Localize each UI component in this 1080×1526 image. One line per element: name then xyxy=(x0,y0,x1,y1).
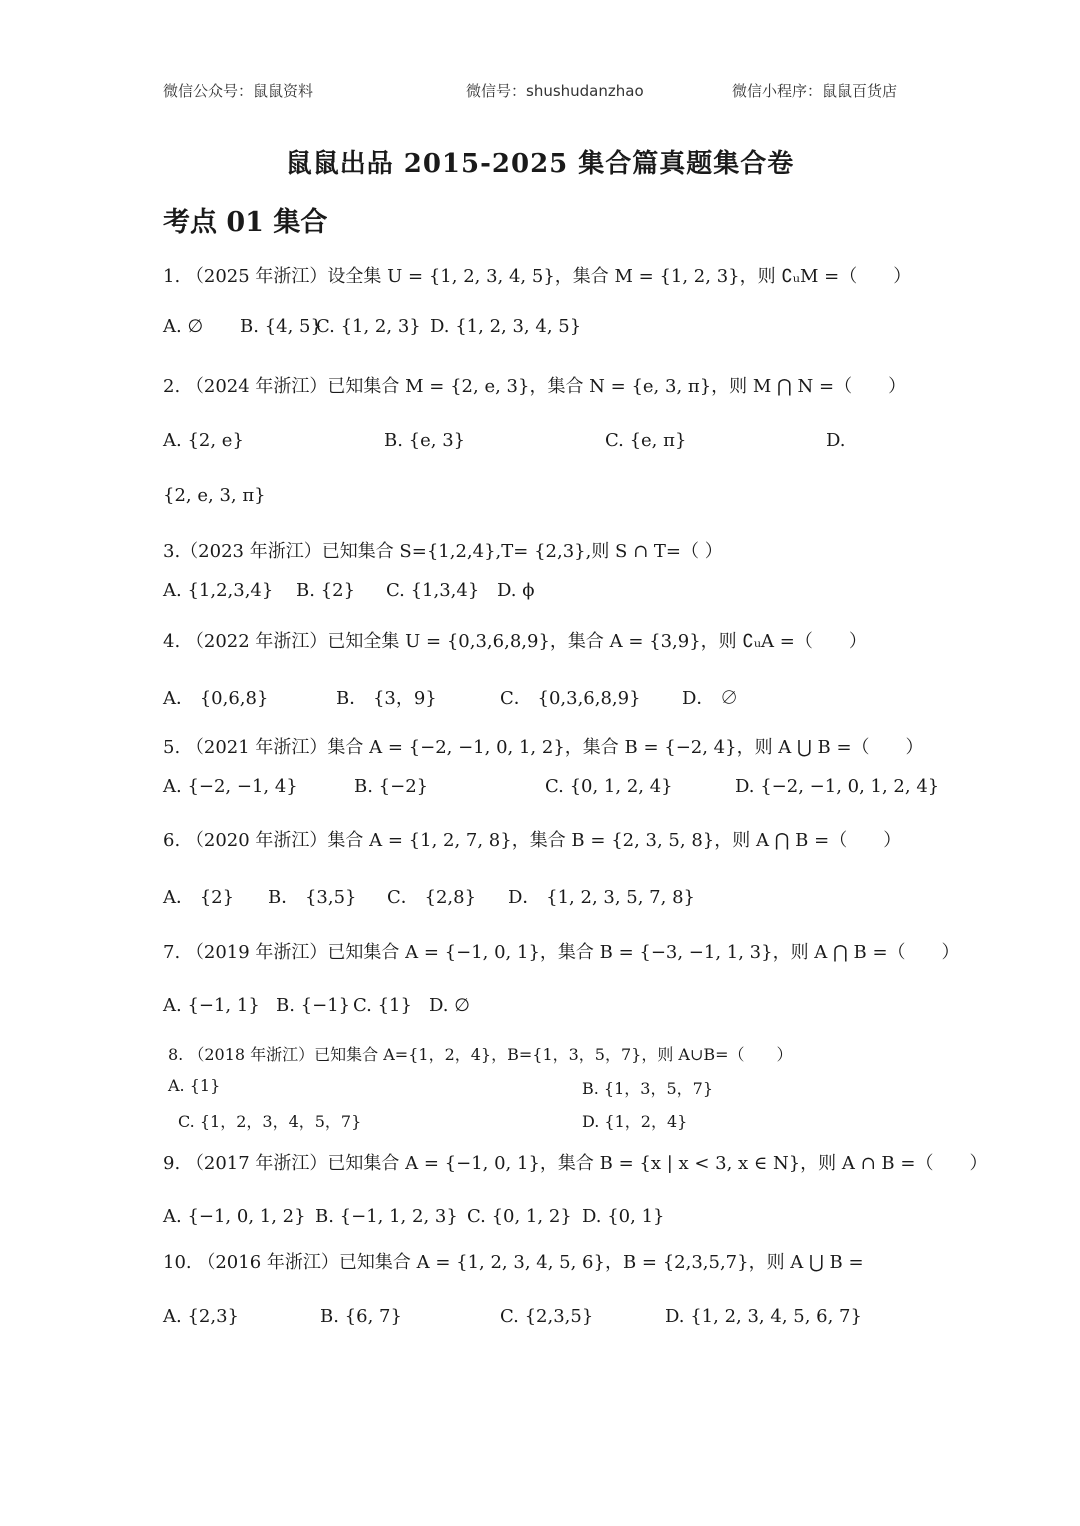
question-8-option-c: C. {1，2，3，4，5，7} xyxy=(178,1112,362,1131)
question-2-option-c: C. {e, π} xyxy=(605,430,687,451)
question-2-option-d: D. xyxy=(826,430,846,451)
question-6-option-d: D． {1, 2, 3, 5, 7, 8} xyxy=(508,887,695,908)
question-5-option-d: D. {−2, −1, 0, 1, 2, 4} xyxy=(735,776,940,797)
question-5-option-c: C. {0, 1, 2, 4} xyxy=(545,776,673,797)
question-3-stem: 3.（2023 年浙江）已知集合 S={1,2,4},T= {2,3},则 S ∩ T=（ ） xyxy=(163,541,723,562)
question-4-option-d: D． ∅ xyxy=(682,688,739,709)
question-2-stem: 2. （2024 年浙江）已知集合 M = {2, e, 3}，集合 N = {e, 3, π}，则 M ⋂ N =（ ） xyxy=(163,376,907,397)
question-8-stem: 8. （2018 年浙江）已知集合 A={1，2，4}，B={1，3，5，7}，则 A∪B=（ ） xyxy=(168,1045,793,1064)
question-4-option-b: B． {3，9} xyxy=(336,688,437,709)
question-9-option-b: B. {−1, 1, 2, 3} xyxy=(315,1206,458,1227)
question-2-option-d-value: {2, e, 3, π} xyxy=(163,485,266,506)
header-left: 微信公众号：鼠鼠资料 xyxy=(163,82,314,100)
question-3-option-a: A. {1,2,3,4} xyxy=(163,580,274,601)
question-1-option-c: C. {1, 2, 3} xyxy=(316,316,421,337)
question-5-option-b: B. {−2} xyxy=(354,776,429,797)
question-1-option-b: B. {4, 5} xyxy=(240,316,322,337)
question-1-stem: 1. （2025 年浙江）设全集 U = {1, 2, 3, 4, 5}，集合 M = {1, 2, 3}，则 ∁ᵤM =（ ） xyxy=(163,266,912,287)
question-8-option-d: D. {1，2，4} xyxy=(582,1112,688,1131)
header-center: 微信号：shushudanzhao xyxy=(466,82,644,100)
question-6-option-a: A． {2} xyxy=(163,887,235,908)
question-1-option-d: D. {1, 2, 3, 4, 5} xyxy=(430,316,582,337)
question-6-option-c: C． {2,8} xyxy=(387,887,477,908)
page-title: 鼠鼠出品 2015-2025 集合篇真题集合卷 xyxy=(285,149,795,179)
question-8-option-a: A. {1} xyxy=(168,1076,221,1095)
question-8-option-b: B. {1，3，5，7} xyxy=(582,1079,714,1098)
question-9-option-d: D. {0, 1} xyxy=(582,1206,665,1227)
question-7-option-a: A. {−1, 1} xyxy=(163,995,260,1016)
question-9-option-c: C. {0, 1, 2} xyxy=(467,1206,572,1227)
question-4-stem: 4. （2022 年浙江）已知全集 U = {0,3,6,8,9}，集合 A = {3,9}，则 ∁ᵤA =（ ） xyxy=(163,631,867,652)
question-3-option-c: C. {1,3,4} xyxy=(386,580,480,601)
question-6-stem: 6. （2020 年浙江）集合 A = {1, 2, 7, 8}，集合 B = {2, 3, 5, 8}，则 A ⋂ B =（ ） xyxy=(163,830,902,851)
question-7-option-d: D. ∅ xyxy=(429,995,470,1016)
question-10-stem: 10. （2016 年浙江）已知集合 A = {1, 2, 3, 4, 5, 6}，B = {2,3,5,7}，则 A ⋃ B = xyxy=(163,1252,864,1273)
question-9-option-a: A. {−1, 0, 1, 2} xyxy=(163,1206,306,1227)
question-7-option-c: C. {1} xyxy=(353,995,412,1016)
question-4-option-c: C． {0,3,6,8,9} xyxy=(500,688,641,709)
question-3-option-b: B. {2} xyxy=(296,580,356,601)
question-6-option-b: B． {3,5} xyxy=(268,887,357,908)
question-5-stem: 5. （2021 年浙江）集合 A = {−2, −1, 0, 1, 2}，集合 B = {−2, 4}，则 A ⋃ B =（ ） xyxy=(163,737,924,758)
question-7-option-b: B. {−1} xyxy=(276,995,351,1016)
question-10-option-a: A. {2,3} xyxy=(163,1306,239,1327)
question-5-option-a: A. {−2, −1, 4} xyxy=(163,776,298,797)
header-right: 微信小程序：鼠鼠百货店 xyxy=(732,82,898,100)
question-2-option-a: A. {2, e} xyxy=(163,430,244,451)
question-10-option-d: D. {1, 2, 3, 4, 5, 6, 7} xyxy=(665,1306,862,1327)
question-3-option-d: D. ϕ xyxy=(497,580,535,601)
question-9-stem: 9. （2017 年浙江）已知集合 A = {−1, 0, 1}，集合 B = {x | x < 3, x ∈ N}，则 A ∩ B =（ ） xyxy=(163,1153,988,1174)
question-7-stem: 7. （2019 年浙江）已知集合 A = {−1, 0, 1}，集合 B = {−3, −1, 1, 3}，则 A ⋂ B =（ ） xyxy=(163,942,960,963)
question-10-option-b: B. {6, 7} xyxy=(320,1306,402,1327)
question-10-option-c: C. {2,3,5} xyxy=(500,1306,594,1327)
question-4-option-a: A． {0,6,8} xyxy=(163,688,269,709)
question-1-option-a: A. ∅ xyxy=(163,316,204,337)
question-2-option-b: B. {e, 3} xyxy=(384,430,466,451)
section-heading: 考点 01 集合 xyxy=(163,207,328,238)
